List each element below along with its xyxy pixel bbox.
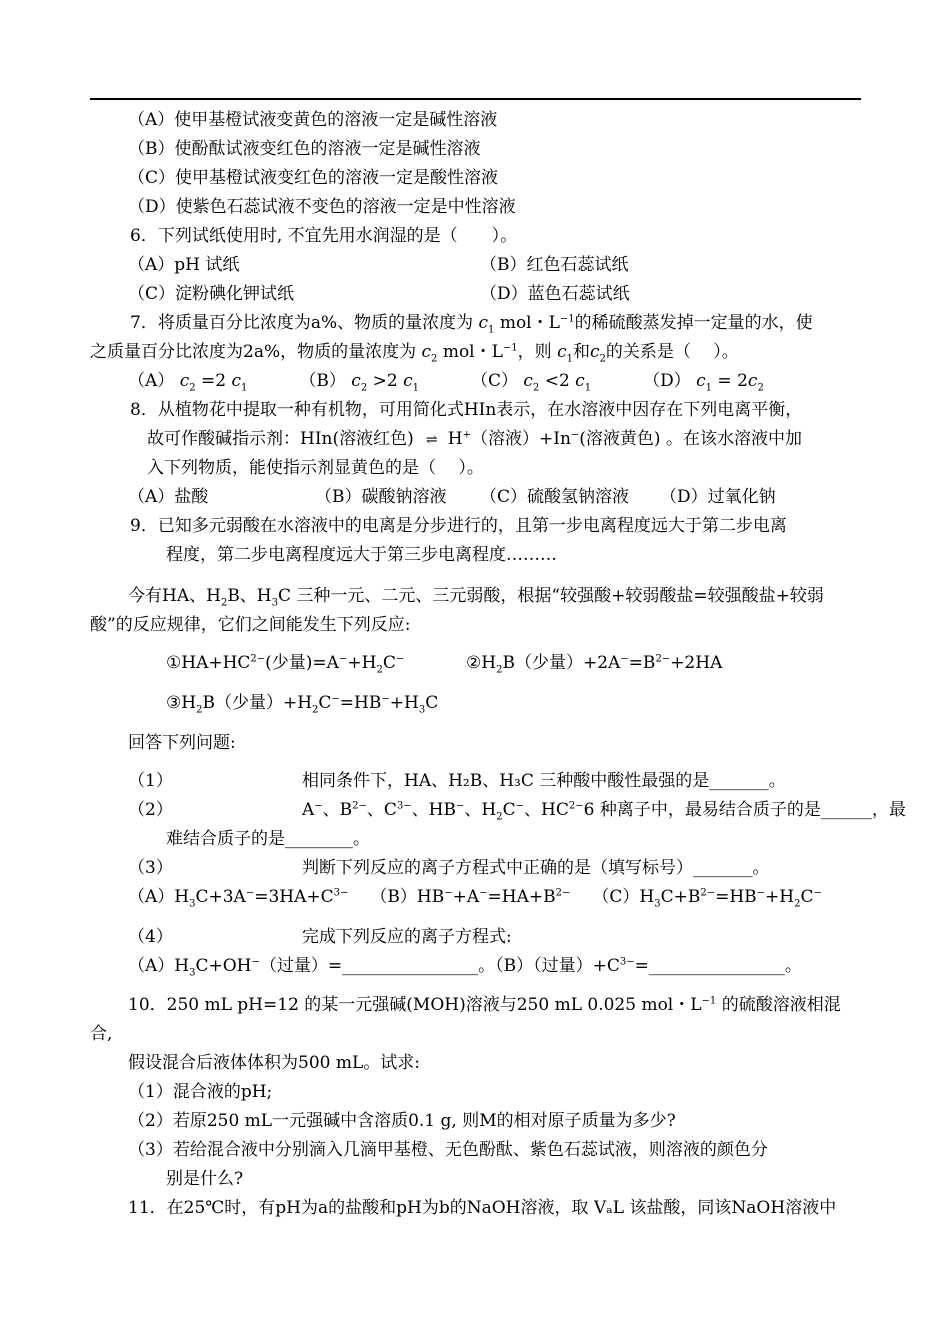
option-8b: （B）碳酸钠溶液 xyxy=(315,487,447,507)
question-10-line1: 10．250 mL pH=12 的某一元强碱(MOH)溶液与250 mL 0.025 mol・$L^{-1}$ 的硫酸溶液相混 xyxy=(128,995,841,1015)
part-3-options: $(A)H_3C+3A^-=3HA+C^{3-}$ $(B)HB^-+A^-=HA+B^{2-}$ $(C)H_3C+B^{2-}=HB^-+H_2C^-$ xyxy=(128,887,822,910)
option-8a: （A）盐酸 xyxy=(128,487,209,507)
part-2-line2: 难结合质子的是________。 xyxy=(166,829,370,849)
part-4-equations: $(A)H_3C+OH^-$（过量）=________________。（B）（过量）$+C^{3-}=\_\_\_\_\_\_\_\_\_\_\_\_\_\_\_\_$。 xyxy=(128,956,802,979)
question-8-line3: 入下列物质，能使指示剂显黄色的是（ ）。 xyxy=(147,458,484,478)
option-6b: （B）红色石蕊试纸 xyxy=(480,255,629,275)
part-4-text: 完成下列反应的离子方程式: xyxy=(302,927,512,947)
answer-prompt: 回答下列问题: xyxy=(128,733,236,753)
option-6a: （A）pH 试纸 xyxy=(128,255,240,275)
option-6d: （D）蓝色石蕊试纸 xyxy=(480,284,630,304)
reaction-1: $①HA+HC^{2-}$(少量)$=A^-+H_2C^-$ xyxy=(166,653,405,676)
question-9-line4: 酸”的反应规律，它们之间能发生下列反应: xyxy=(90,615,411,635)
equilibrium-arrow-icon: ⇌ xyxy=(425,432,436,448)
option-6c: （C）淀粉碘化钾试纸 xyxy=(128,284,295,304)
part-1-number: （1） xyxy=(128,771,173,791)
reaction-2: $②H_2B$（少量）$+2A^-=B^{2-}+2HA$ xyxy=(466,653,723,676)
question-10-part1: （1）混合液的pH; xyxy=(128,1082,273,1102)
part-3-number: （3） xyxy=(128,858,173,878)
option-5d: （D）使紫色石蕊试液不变色的溶液一定是中性溶液 xyxy=(128,197,516,217)
option-8c: （C）硫酸氢钠溶液 xyxy=(480,487,630,507)
question-10-part2: （2）若原250 mL一元强碱中含溶质0.1 g, 则M的相对原子质量为多少? xyxy=(128,1111,676,1131)
question-7-line1: 7．将质量百分比浓度为a%、物质的量浓度为 $c_1$ mol・$L^{-1}$的稀硫酸蒸发掉一定量的水，使 xyxy=(130,313,813,336)
option-5c: （C）使甲基橙试液变红色的溶液一定是酸性溶液 xyxy=(128,168,499,188)
question-10-part3-line2: 别是什么? xyxy=(166,1169,244,1189)
question-9-line1: 9．已知多元弱酸在水溶液中的电离是分步进行的，且第一步电离程度远大于第二步电离 xyxy=(130,516,787,536)
question-7-line2: 之质量百分比浓度为2a%，物质的量浓度为 $c_2$ mol・$L^{-1}$，则 $c_1$和$c_2$的关系是（ ）。 xyxy=(90,342,739,365)
question-9-line2: 程度，第二步电离程度远大于第三步电离程度……… xyxy=(166,545,557,565)
part-2-line1: A−、$B^{2-}$、$C^{3-}$、HB−、$H_2C^-$、$HC^{2-}6$ 种离子中，最易结合质子的是______，最 xyxy=(302,800,906,823)
question-9-line3: 今有HA、$H_2B$、$H_3C$ 三种一元、二元、三元弱酸，根据“较强酸+较弱酸盐=较强酸盐+较弱 xyxy=(128,586,824,609)
question-6: 6．下列试纸使用时, 不宜先用水润湿的是（ ）。 xyxy=(130,226,518,246)
header-rule xyxy=(90,98,861,100)
reaction-3: $③H_2B$（少量）$+H_2C^-=HB^-+H_3C$ xyxy=(166,693,439,716)
option-8d: （D）过氧化钠 xyxy=(660,487,776,507)
question-10-part3-line1: （3）若给混合液中分别滴入几滴甲基橙、无色酚酞、紫色石蕊试液，则溶液的颜色分 xyxy=(128,1140,768,1160)
question-10-line2: 合, xyxy=(90,1024,113,1044)
part-2-number: （2） xyxy=(128,800,173,820)
question-8-line2: 故可作酸碱指示剂：HIn(溶液红色) ⇌ H+（溶液）+In−(溶液黄色) 。在该水溶液中加 xyxy=(147,429,802,449)
option-5b: （B）使酚酞试液变红色的溶液一定是碱性溶液 xyxy=(128,139,481,159)
part-1-text: 相同条件下，HA、H₂B、H₃C 三种酸中酸性最强的是_______。 xyxy=(302,771,786,791)
question-7-options: （A） $c_2 =2$ $c_1$ （B） $c_2 >2$ $c_1$ （C） $c_2 <2$ $c_1$ （D） $c_1 = 2c_2$ xyxy=(128,371,764,394)
part-3-text: 判断下列反应的离子方程式中正确的是（填写标号）_______。 xyxy=(302,858,770,878)
question-10-line3: 假设混合后液体体积为500 mL。试求: xyxy=(128,1053,420,1073)
option-5a: （A）使甲基橙试液变黄色的溶液一定是碱性溶液 xyxy=(128,110,498,130)
question-8-line1: 8．从植物花中提取一种有机物，可用简化式HIn表示，在水溶液中因存在下列电离平衡， xyxy=(130,400,803,420)
question-11-line1: 11．在25℃时，有pH为a的盐酸和pH为b的NaOH溶液，取 VₐL 该盐酸，同该NaOH溶液中 xyxy=(128,1198,837,1218)
part-4-number: （4） xyxy=(128,927,173,947)
